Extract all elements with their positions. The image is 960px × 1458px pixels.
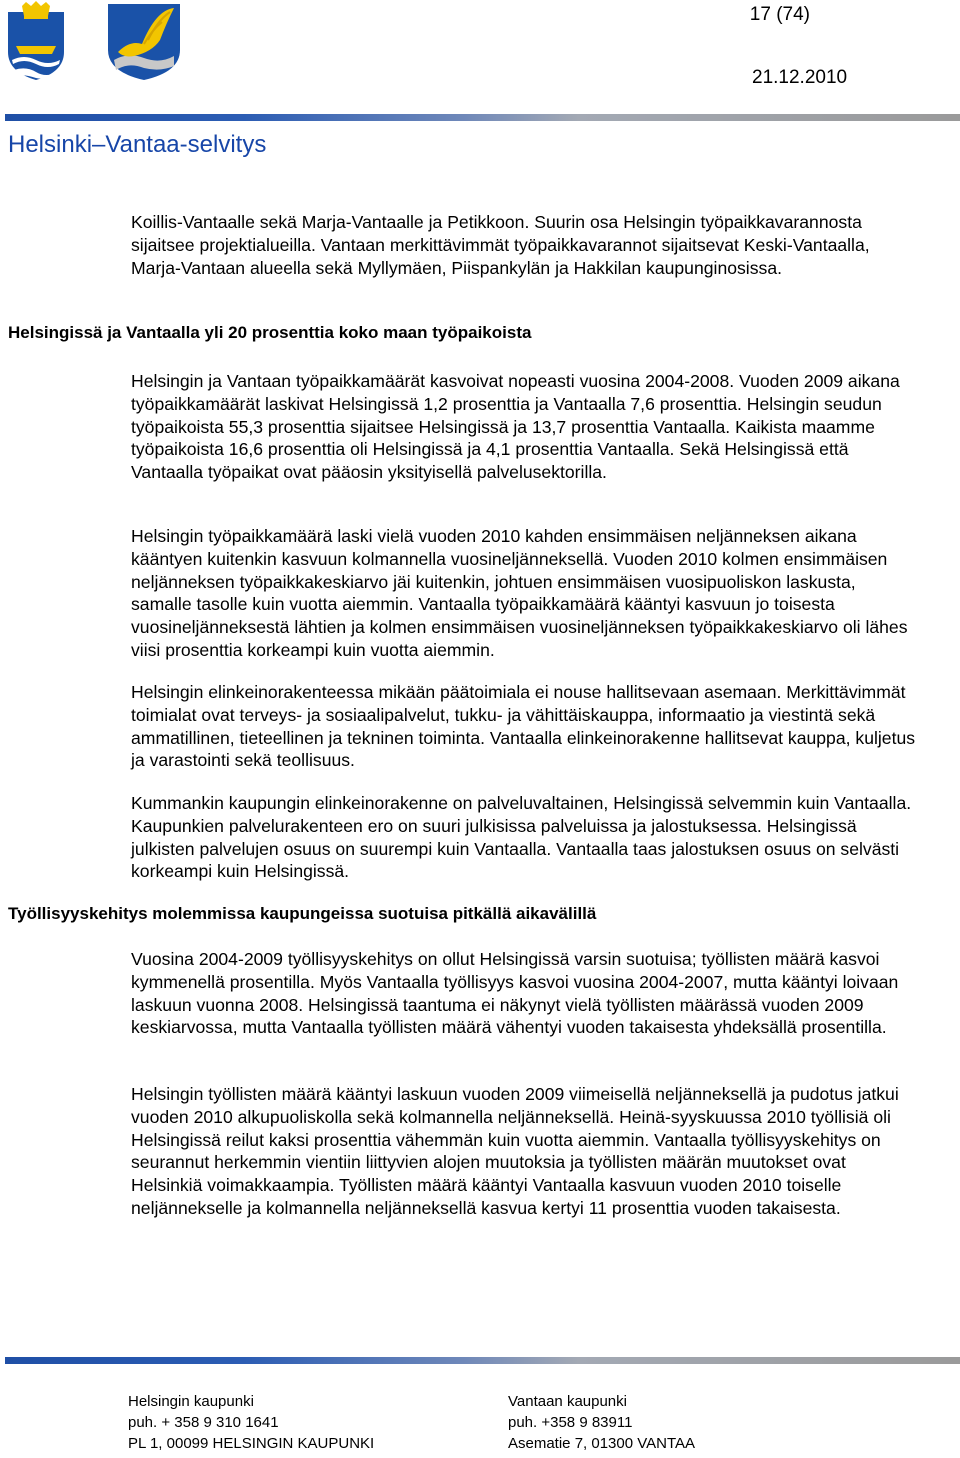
paragraph-2: Helsingin työpaikkamäärä laski vielä vuoden 2010 kahden ensimmäisen neljänneksen aikana kääntyen kuitenkin kasvuun kolmannella vuosineljänneksellä. Vuoden 2010 kolmen ensimmäisen neljänneksen työpaikkakeskiarvo jäi kuitenkin, johtuen ensimmäisen vuosipuoliskon laskusta, samalle tasolle kuin vuotta aiemmin. Vantaalla työpaikkamäärä kääntyi kasvuun jo toisesta vuosineljänneksestä lähtien ja kolmen ensimmäisen vuosineljänneksen työpaikkakeskiarvo oli lähes viisi prosenttia korkeampi kuin vuotta aiemmin. — [131, 526, 908, 660]
paragraph-6: Helsingin työllisten määrä kääntyi laskuun vuoden 2009 viimeisellä neljänneksellä ja pudotus jatkui vuoden 2010 alkupuoliskolla sekä kolmannella neljänneksellä. Heinä-syyskuussa 2010 työllisiä oli Helsingissä reilut kaksi prosenttia vähemmän kuin vuotta aiemmin. Vantaalla työllisyyskehitys on seurannut herkemmin vientiin liittyvien alojen muutoksia ja työllisten määrän muutokset ovat Helsinkiä voimakkaampia. Työllisten määrä kääntyi Vantaalla kasvuun vuoden 2010 toiselle neljännekselle ja kolmannella neljänneksellä kasvua kertyi 11 prosenttia vuoden takaisesta. — [131, 1084, 899, 1218]
footer-helsinki-phone: puh. + 358 9 310 1641 — [128, 1414, 279, 1432]
section-heading-workplaces: Helsingissä ja Vantaalla yli 20 prosenttia koko maan työpaikoista — [8, 323, 532, 342]
helsinki-coat-of-arms — [4, 0, 68, 82]
section-heading-employment: Työllisyyskehitys molemmissa kaupungeissa suotuisa pitkällä aikavälillä — [8, 904, 597, 923]
footer-vantaa — [508, 1391, 695, 1455]
header-divider — [5, 114, 960, 121]
footer-divider — [5, 1357, 960, 1364]
footer-helsinki-address: PL 1, 00099 HELSINGIN KAUPUNKI — [128, 1435, 375, 1453]
vantaa-coat-of-arms — [104, 0, 184, 82]
page-number: 17 (74) — [749, 4, 810, 25]
footer-helsinki — [128, 1391, 374, 1455]
paragraph-1: Helsingin ja Vantaan työpaikkamäärät kasvoivat nopeasti vuosina 2004-2008. Vuoden 2009 aikana työpaikkamäärät laskivat Helsingissä 1,2 prosenttia ja Vantaalla 7,6 prosenttia. Helsingin seudun työpaikoista 55,3 prosenttia sijaitsee Helsingissä ja 13,7 prosenttia Vantaalla. Kaikista maamme työpaikoista 16,6 prosenttia oli Helsingissä ja 4,1 prosenttia Vantaalla. Sekä Helsingissä että Vantaalla työpaikat ovat pääosin yksityisellä palvelusektorilla. — [131, 371, 900, 483]
footer-vantaa-address: Asematie 7, 01300 VANTAA — [508, 1435, 696, 1453]
document-title: Helsinki–Vantaa-selvitys — [8, 131, 267, 158]
footer-helsinki-name: Helsingin kaupunki — [128, 1393, 254, 1410]
footer-vantaa-name: Vantaan kaupunki — [508, 1393, 627, 1410]
paragraph-3: Helsingin elinkeinorakenteessa mikään päätoimiala ei nouse hallitsevaan asemaan. Merkittävimmät toimialat ovat terveys- ja sosiaalipalvelut, tukku- ja vähittäiskauppa, informaatio ja viestintä sekä ammatillinen, tieteellinen ja tekninen toiminta. Vantaalla elinkeinorakenne hallitsevat kauppa, kuljetus ja varastointi sekä teollisuus. — [131, 682, 916, 771]
paragraph-intro: Koillis-Vantaalle sekä Marja-Vantaalle ja Petikkoon. Suurin osa Helsingin työpaikkavarannosta sijaitsee projektialueilla. Vantaan merkittävimmät työpaikkavarannot sijaitsevat Keski-Vantaalla, Marja-Vantaan alueella sekä Myllymäen, Piispankylän ja Hakkilan kaupunginosissa. — [131, 212, 870, 278]
paragraph-4: Kummankin kaupungin elinkeinorakenne on palveluvaltainen, Helsingissä selvemmin kuin Vantaalla. Kaupunkien palvelurakenteen ero on suuri julkisissa palveluissa ja jalostuksessa. Helsingissä julkisten palvelujen osuus on suurempi kuin Vantaalla. Vantaalla taas jalostuksen osuus on selvästi korkeampi kuin Helsingissä. — [131, 793, 912, 882]
footer-vantaa-phone: puh. +358 9 83911 — [508, 1414, 633, 1432]
paragraph-5: Vuosina 2004-2009 työllisyyskehitys on ollut Helsingissä varsin suotuisa; työllisten määrä kasvoi kymmenellä prosentilla. Myös Vantaalla työllisyys kasvoi vuosina 2004-2007, mutta kääntyi loivaan laskuun vuonna 2008. Helsingissä taantuma ei näkynyt vielä työllisten määrässä vuoden 2009 keskiarvossa, mutta Vantaalla työllisten määrä vähentyi vuoden takaisesta yhdeksällä prosentilla. — [131, 949, 899, 1038]
document-date: 21.12.2010 — [752, 67, 848, 88]
